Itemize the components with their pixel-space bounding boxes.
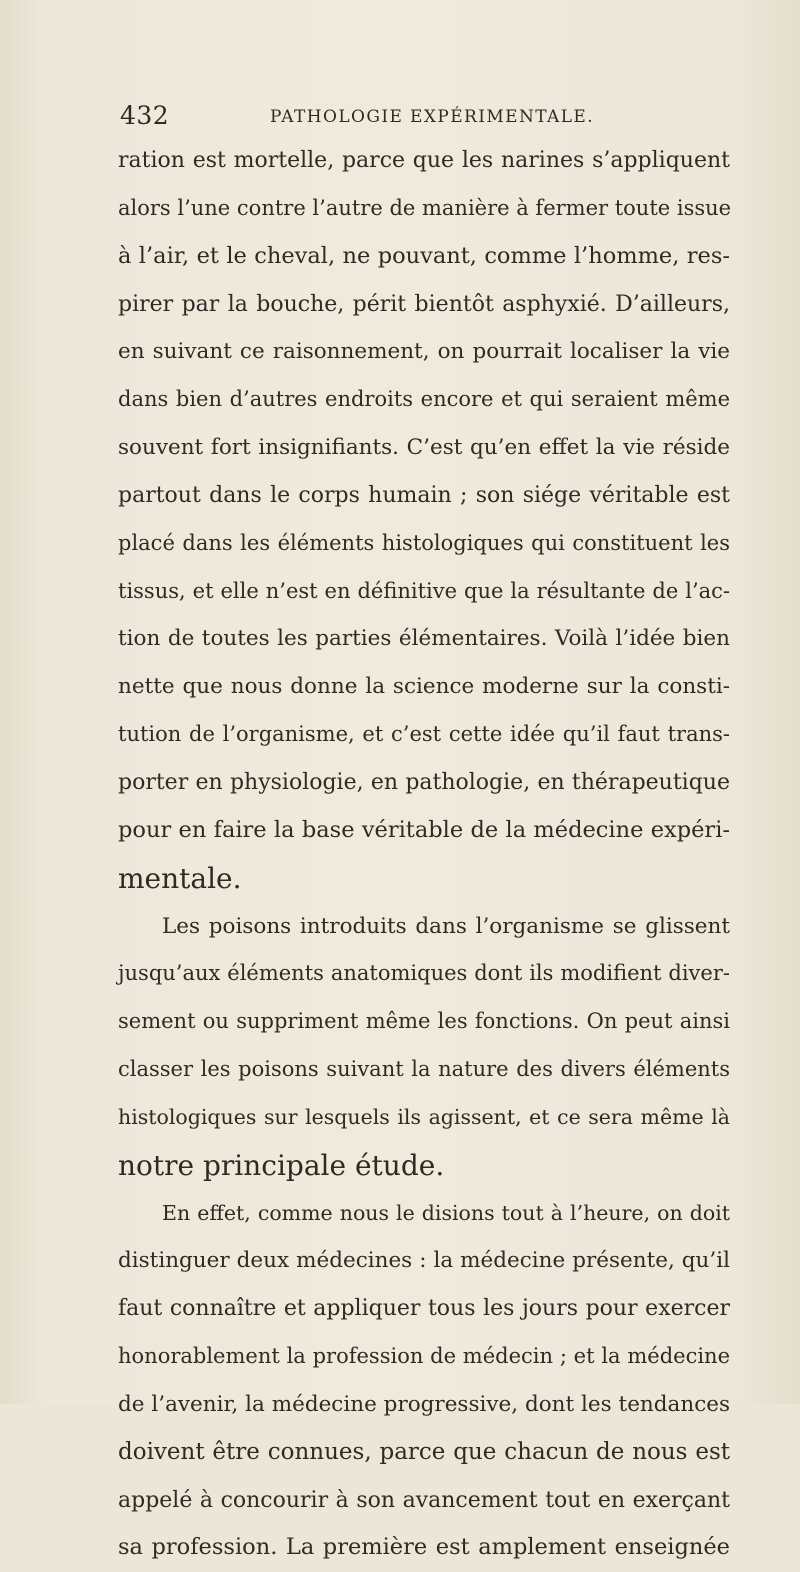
text-line: à l’air, et le cheval, ne pouvant, comme l’homme, res- [118,242,730,269]
text-line: alors l’une contre l’autre de manière à fermer toute issue [118,195,732,220]
text-line: jusqu’aux éléments anatomiques dont ils modifient diver- [118,961,730,986]
text-line: pirer par la bouche, périt bientôt asphyxié. D’ailleurs, [118,291,730,317]
text-line: doivent être connues, parce que chacun de nous est [118,1438,730,1465]
text-line: tion de toutes les parties élémentaires. Voilà l’idée bien [118,626,730,652]
text-line: tution de l’organisme, et c’est cette idée qu’il faut trans- [118,722,730,747]
text-line: porter en physiologie, en pathologie, en thérapeutique [118,769,730,795]
text-line: dans bien d’autres endroits encore et qui seraient même [118,387,730,412]
text-line: distinguer deux médecines : la médecine présente, qu’il [118,1248,730,1274]
page-number: 432 [120,101,170,130]
text-line: en suivant ce raisonnement, on pourrait localiser la vie [118,339,730,365]
text-line: de l’avenir, la médecine progressive, dont les tendances [118,1391,730,1417]
text-line: notre principale étude. [118,1148,445,1182]
text-line: souvent fort insignifiants. C’est qu’en effet la vie réside [118,435,730,461]
text-line: pour en faire la base véritable de la médecine expéri- [118,816,730,843]
text-line: Les poisons introduits dans l’organisme se glissent [162,913,730,939]
page-header [120,96,720,136]
text-line: sement ou suppriment même les fonctions. On peut ainsi [118,1009,730,1034]
text-line: appelé à concourir à son avancement tout en exerçant [118,1487,730,1513]
text-line: faut connaître et appliquer tous les jours pour exercer [118,1296,730,1322]
text-line: placé dans les éléments histologiques qui constituent les [118,530,730,555]
text-line: honorablement la profession de médecin ; et la médecine [118,1344,730,1369]
text-line: histologiques sur lesquels ils agissent, et ce sera même là [118,1104,730,1129]
text-line: tissus, et elle n’est en définitive que la résultante de l’ac- [118,578,730,603]
text-line: classer les poisons suivant la nature des divers éléments [118,1057,730,1082]
text-line: En effet, comme nous le disions tout à l’heure, on doit [162,1200,730,1225]
text-line: sa profession. La première est amplement enseignée [118,1534,730,1561]
body-text [118,137,730,1572]
text-line: mentale. [118,861,242,895]
running-head: PATHOLOGIE EXPÉRIMENTALE. [270,107,595,127]
text-line: nette que nous donne la science moderne sur la consti- [118,674,730,700]
text-line: ration est mortelle, parce que les narines s’appliquent [118,148,730,173]
text-line: partout dans le corps humain ; son siége véritable est [118,482,730,508]
